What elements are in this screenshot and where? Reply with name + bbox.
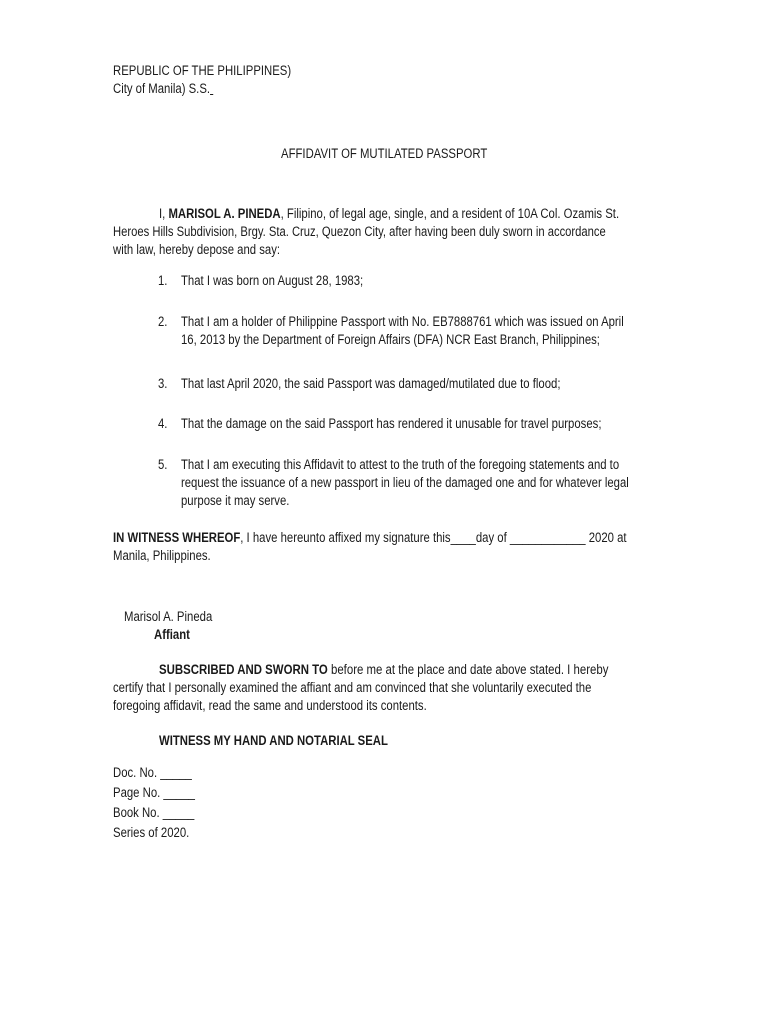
list-item <box>158 272 169 290</box>
list-item <box>158 456 169 474</box>
page-number: Page No. _____ <box>113 785 195 800</box>
item-number: 5. <box>158 457 168 472</box>
month-blank: ____________ <box>509 530 586 545</box>
witness-lead: IN WITNESS WHEREOF <box>113 530 241 545</box>
notarial-register <box>113 764 211 842</box>
doc-number: Doc. No. _____ <box>113 765 192 780</box>
intro-line1-rest: , Filipino, of legal age, single, and a resident of 10A Col. Ozamis St. <box>280 206 620 221</box>
signatory-role: Affiant <box>154 627 190 642</box>
intro-line3: with law, hereby depose and say: <box>113 242 281 257</box>
series-year: Series of 2020. <box>113 825 190 840</box>
list-item-text: That I was born on August 28, 1983; <box>181 273 364 288</box>
item-number: 1. <box>158 273 168 288</box>
document-header <box>113 62 325 98</box>
list-item-text: That last April 2020, the said Passport was damaged/mutilated due to flood; <box>181 376 561 391</box>
day-blank: ____ <box>450 530 476 545</box>
witness-paragraph: IN WITNESS WHEREOF, I have hereunto affixed my signature this____day of ____________ 2020 at Manila, Philippines. <box>113 530 627 563</box>
header-underline <box>210 81 213 96</box>
intro-line2: Heroes Hills Subdivision, Brgy. Sta. Cruz, Quezon City, after having been duly sworn in accordance <box>113 224 606 239</box>
intro-pre: I, <box>159 206 169 221</box>
intro-paragraph <box>113 205 677 259</box>
list-item-text: That I am a holder of Philippine Passport with No. EB7888761 which was issued on April 16, 2013 by the Department of Foreign Affairs (DFA) NCR East Branch, Philippines; <box>181 314 624 347</box>
list-item-text: That I am executing this Affidavit to attest to the truth of the foregoing statements and to request the issuance of a new passport in lieu of the damaged one and for whatever legal purpose it may serve. <box>181 457 629 508</box>
jurat-paragraph: SUBSCRIBED AND SWORN TO before me at the place and date above stated. I hereby certify that I personally examined the affiant and am convinced that she voluntarily executed the foregoing affidavit, read the same and understood its contents. <box>113 662 609 713</box>
signature-block <box>124 608 229 644</box>
item-number: 2. <box>158 314 168 329</box>
list-item <box>158 375 169 393</box>
jurat-lead: SUBSCRIBED AND SWORN TO <box>159 662 328 677</box>
signatory-name: Marisol A. Pineda <box>124 609 213 624</box>
header-republic: REPUBLIC OF THE PHILIPPINES) <box>113 63 292 78</box>
item-number: 4. <box>158 416 168 431</box>
document-title: AFFIDAVIT OF MUTILATED PASSPORT <box>281 146 488 161</box>
affiant-name: MARISOL A. PINEDA <box>168 206 281 221</box>
list-item <box>158 415 169 433</box>
notarial-seal-title: WITNESS MY HAND AND NOTARIAL SEAL <box>159 733 388 748</box>
list-item-text: That the damage on the said Passport has rendered it unusable for travel purposes; <box>181 416 602 431</box>
book-number: Book No. _____ <box>113 805 195 820</box>
list-item <box>158 313 169 331</box>
header-city: City of Manila) S.S. <box>113 81 211 96</box>
item-number: 3. <box>158 376 168 391</box>
